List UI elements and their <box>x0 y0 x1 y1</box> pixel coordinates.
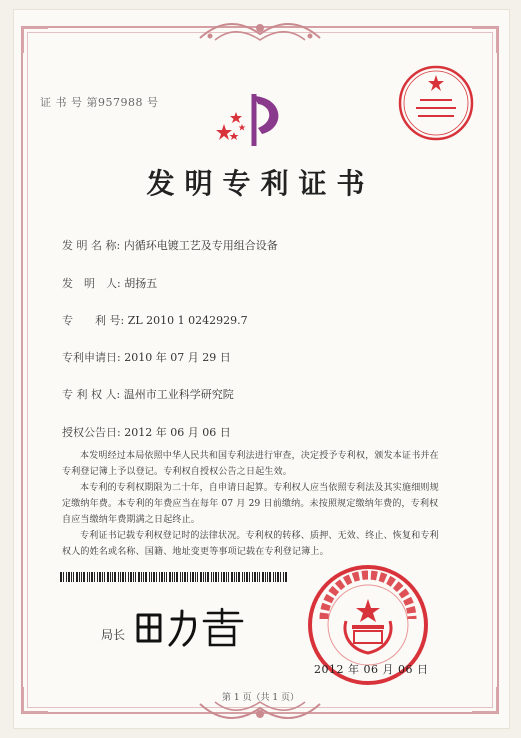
field-inventor <box>62 275 157 291</box>
field-label: 专利申请日: <box>62 351 121 364</box>
field-invention-name <box>62 237 278 253</box>
field-label: 专 利 号: <box>62 314 125 327</box>
page-number: 第 1 页（共 1 页） <box>222 693 299 703</box>
field-application-date <box>62 349 231 365</box>
field-label: 发 明 名 称: <box>62 239 121 252</box>
registration-seal-icon <box>396 63 476 143</box>
certificate-number: 证 书 号 第957988 号 <box>40 96 159 109</box>
paragraph-grant: 本发明经过本局依照中华人民共和国专利法进行审查，决定授予专利权，颁发本证书并在专利登记簿上予以登记。专利权自授权公告之日起生效。 <box>62 451 439 477</box>
director-signature-icon <box>130 605 250 649</box>
field-label: 发 明 人: <box>62 277 121 290</box>
field-patent-number <box>62 312 248 328</box>
field-value: 2012 年 06 月 06 日 <box>124 426 231 439</box>
top-ornament <box>190 16 330 46</box>
director-label: 局长 <box>101 628 126 642</box>
field-value: ZL 2010 1 0242929.7 <box>127 314 248 327</box>
patent-office-logo-icon <box>214 88 298 152</box>
frame-corner <box>472 27 498 53</box>
seal-date: 2012 年 06 月 06 日 <box>314 663 429 676</box>
paragraph-legal-status: 专利证书记载专利权登记时的法律状况。专利权的转移、质押、无效、终止、恢复和专利权人的姓名或名称、国籍、地址变更等事项记载在专利登记簿上。 <box>62 531 439 557</box>
certificate-title: 发明专利证书 <box>146 167 375 200</box>
field-value: 温州市工业科学研究院 <box>123 388 234 401</box>
field-grant-date <box>62 424 231 440</box>
field-value: 胡扬五 <box>124 277 158 290</box>
paragraph-term: 本专利的专利权期限为二十年，自申请日起算。专利权人应当依照专利法及其实施细则规定缴纳年费。本专利的年费应当在每年 07 月 29 日前缴纳。未按照规定缴纳年费的，专利权自应当缴纳年费期满之日起终止。 <box>62 483 439 525</box>
frame-corner <box>22 27 48 53</box>
field-value: 2010 年 07 月 29 日 <box>124 351 231 364</box>
barcode-icon <box>60 572 290 582</box>
field-label: 专 利 权 人: <box>62 388 121 401</box>
field-patentee <box>62 386 234 402</box>
field-value: 内循环电镀工艺及专用组合设备 <box>123 239 278 252</box>
field-label: 授权公告日: <box>62 426 121 439</box>
